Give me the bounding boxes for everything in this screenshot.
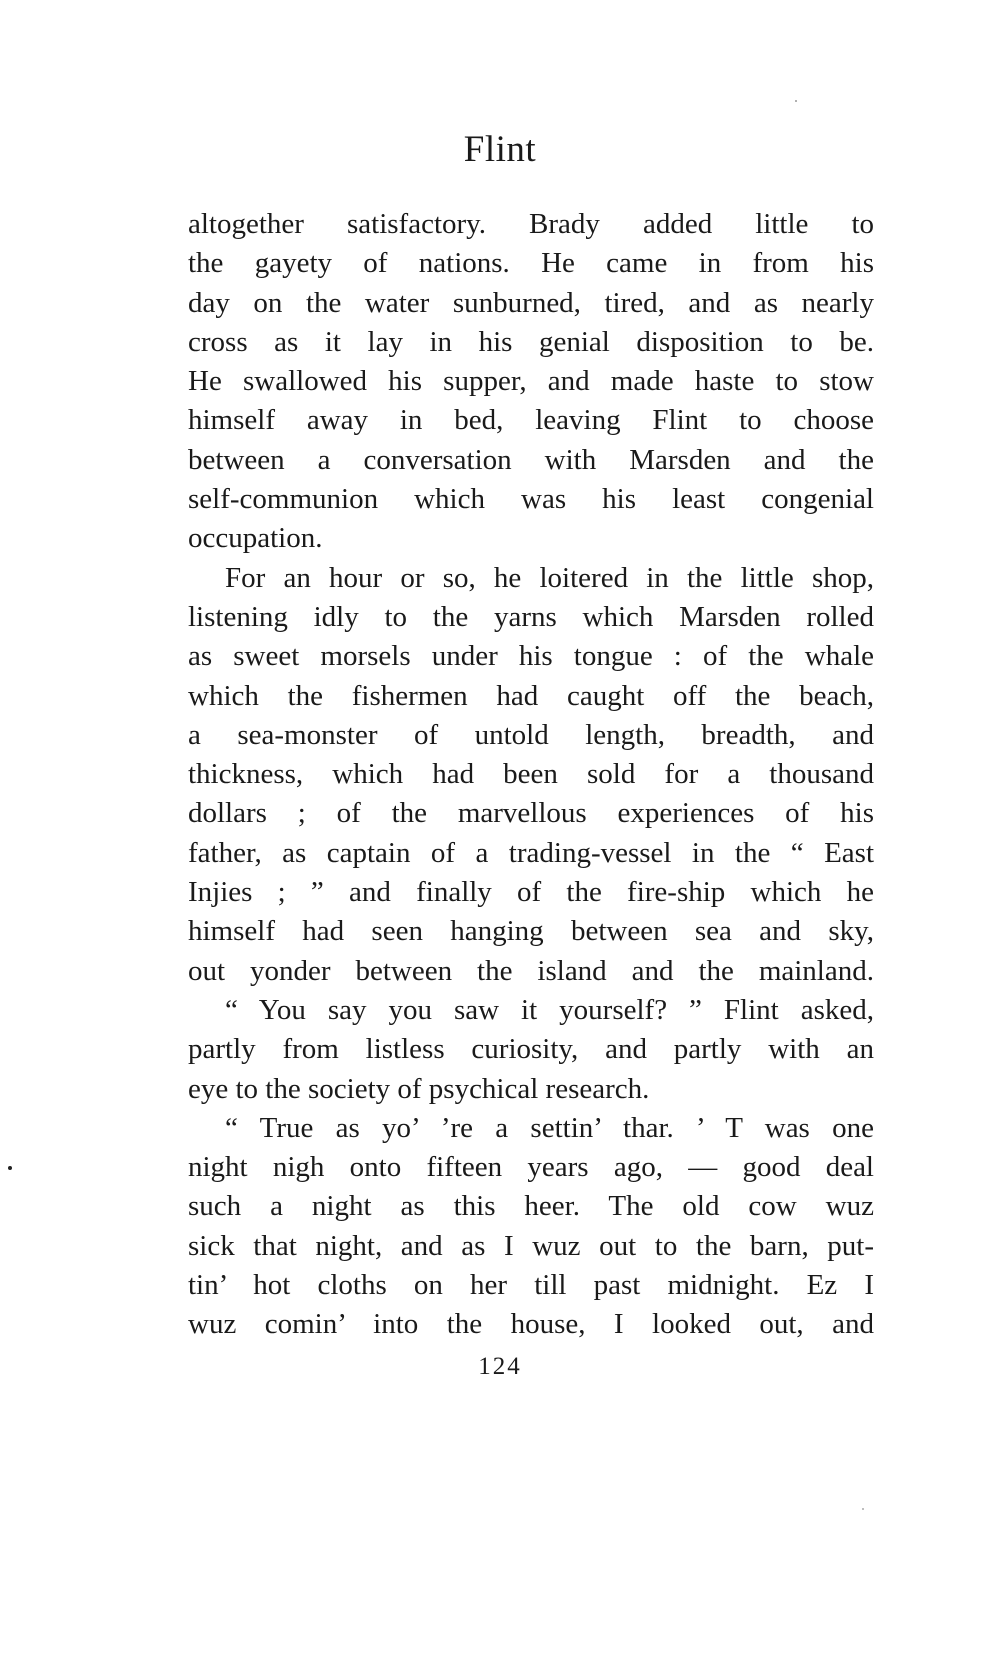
text-line: as sweet morsels under his tongue : of the whale	[188, 640, 874, 673]
text-line: out yonder between the island and the mainland.	[188, 954, 874, 987]
scan-speck	[862, 1508, 864, 1510]
text-line: occupation.	[188, 522, 323, 555]
text-line: day on the water sunburned, tired, and as nearly	[188, 286, 874, 319]
text-line: himself away in bed, leaving Flint to choose	[188, 404, 874, 437]
text-line: For an hour or so, he loitered in the little shop,	[225, 561, 874, 594]
text-line: self-communion which was his least congenial	[188, 483, 874, 516]
running-head: Flint	[463, 129, 537, 170]
text-line: altogether satisfactory. Brady added little to	[188, 208, 874, 240]
text-line: Injies ; ” and finally of the fire-ship which he	[188, 876, 874, 909]
text-line: the gayety of nations. He came in from his	[188, 247, 874, 280]
text-line: which the fishermen had caught off the beach,	[188, 679, 874, 712]
text-line: cross as it lay in his genial disposition to be.	[188, 325, 874, 358]
text-line: such a night as this heer. The old cow wuz	[188, 1190, 874, 1223]
text-line: dollars ; of the marvellous experiences of his	[188, 797, 874, 830]
text-line: a sea-monster of untold length, breadth, and	[188, 718, 874, 751]
text-line: “ You say you saw it yourself? ” Flint asked,	[225, 993, 874, 1026]
text-line: tin’ hot cloths on her till past midnight. Ez I	[188, 1269, 874, 1302]
page-number: 124	[478, 1353, 522, 1380]
scan-speck	[8, 1166, 12, 1170]
body-text	[188, 205, 874, 1345]
scan-speck	[795, 100, 797, 102]
text-line: He swallowed his supper, and made haste to stow	[188, 365, 874, 398]
text-line: “ True as yo’ ’re a settin’ thar. ’ T was one	[225, 1111, 874, 1144]
text-line: wuz comin’ into the house, I looked out, and	[188, 1308, 874, 1341]
text-line: father, as captain of a trading-vessel in the “ East	[188, 836, 874, 869]
text-line: sick that night, and as I wuz out to the barn, put-	[188, 1229, 874, 1262]
text-line: night nigh onto fifteen years ago, — good deal	[188, 1151, 874, 1184]
text-line: himself had seen hanging between sea and sky,	[188, 915, 874, 948]
text-line: listening idly to the yarns which Marsden rolled	[188, 600, 874, 633]
text-line: eye to the society of psychical research.	[188, 1072, 650, 1105]
text-line: between a conversation with Marsden and the	[188, 443, 874, 476]
text-line: thickness, which had been sold for a thousand	[188, 758, 874, 791]
text-line: partly from listless curiosity, and partly with an	[188, 1033, 874, 1066]
